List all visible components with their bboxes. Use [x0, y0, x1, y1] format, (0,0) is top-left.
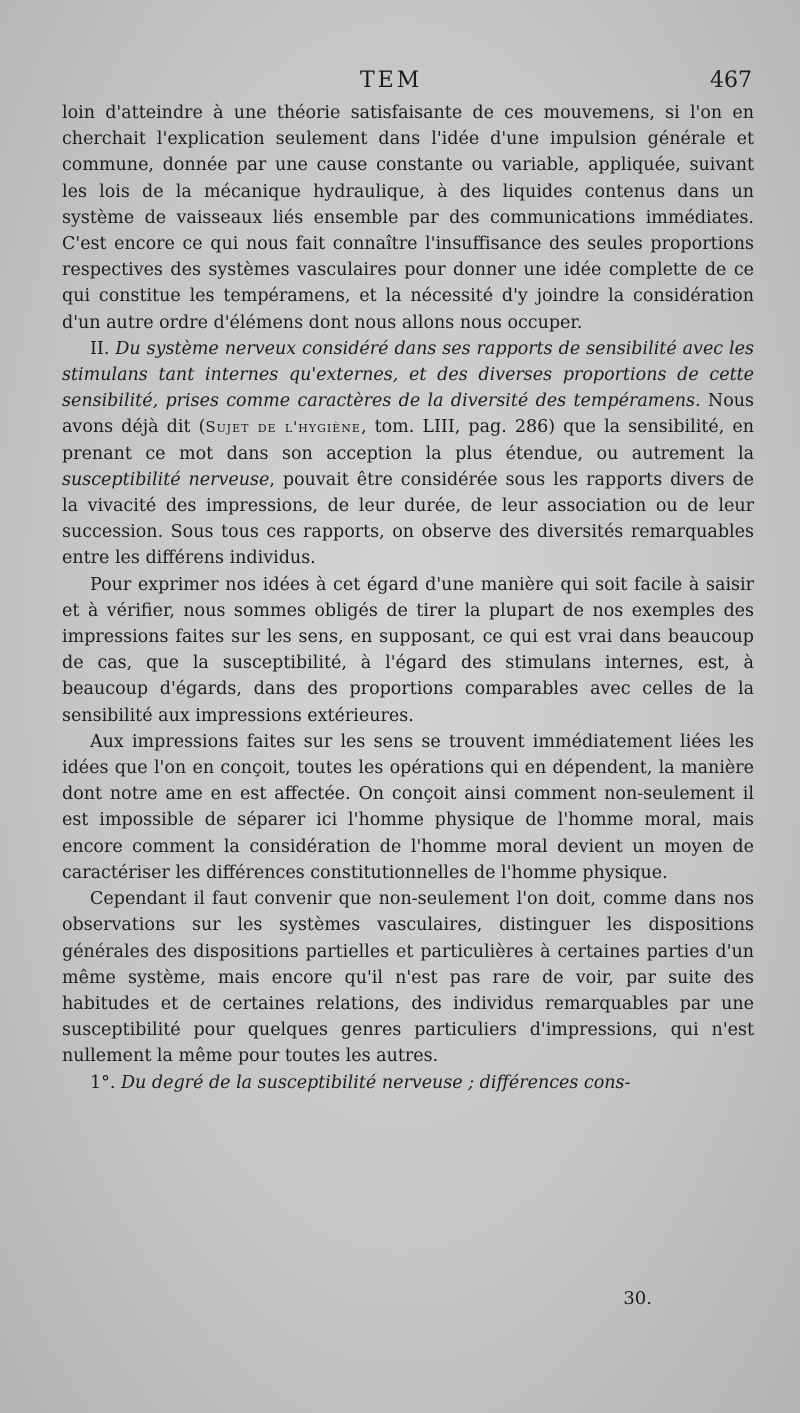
- section-number: II.: [90, 338, 110, 359]
- italic-term: susceptibilité nerveuse: [62, 469, 270, 490]
- cross-reference: Sujet de l'hygiène: [205, 418, 361, 437]
- paragraph-2: [62, 336, 754, 572]
- paragraph-2-text-a: Nous avons déjà dit (: [62, 391, 754, 438]
- paragraph-2-text-c: , pouvait être considérée sous les rapports divers de la vivacité des impressions, de leur durée, de leur association ou de leur succession. Sous tous ces rapports, on observe des diversités remarquables entre les différens individus.: [62, 469, 754, 569]
- body-text: [62, 100, 754, 1096]
- paragraph-4: Aux impressions faites sur les sens se trouvent immédiatement liées les idées que l'on en conçoit, toutes les opérations qui en dépendent, la manière dont notre ame en est affectée. On conçoit ainsi comment non-seulement il est impossible de séparer ici l'homme physique de l'homme moral, mais encore comment la considération de l'homme moral devient un moyen de caractériser les différences constitutionnelles de l'homme physique.: [62, 731, 754, 883]
- paragraph-6: [62, 1070, 754, 1096]
- paragraph-1: loin d'atteindre à une théorie satisfaisante de ces mouvemens, si l'on en cherchait l'explication seulement dans l'idée d'une impulsion générale et commune, donnée par une cause constante ou variable, appliquée, suivant les lois de la mécanique hydraulique, à des liquides contenus dans un système de vaisseaux liés ensemble par des communications immédiates. C'est encore ce qui nous fait connaître l'insuffisance des seules proportions respectives des systèmes vasculaires pour donner une idée complette de ce qui constitue les tempéramens, et la nécessité d'y joindre la considération d'un autre ordre d'élémens dont nous allons nous occuper.: [62, 103, 754, 333]
- paragraph-5: Cependant il faut convenir que non-seulement l'on doit, comme dans nos observations sur les systèmes vasculaires, distinguer les dispositions générales des dispositions partielles et particulières à certaines parties d'un même système, mais encore qu'il n'est pas rare de voir, par suite des habitudes et de certaines relations, des individus remarquables par une susceptibilité pour quelques genres particuliers d'impressions, qui n'est nullement la même pour toutes les autres.: [62, 889, 754, 1067]
- signature-mark: 30.: [623, 1288, 652, 1309]
- paragraph-3: Pour exprimer nos idées à cet égard d'une manière qui soit facile à saisir et à vérifier, nous sommes obligés de tirer la plupart de nos exemples des impressions faites sur les sens, en supposant, ce qui est vrai dans beaucoup de cas, que la susceptibilité, à l'égard des stimulans internes, est, à beaucoup d'égards, dans des proportions comparables avec celles de la sensibilité aux impressions extérieures.: [62, 574, 754, 726]
- subsection-heading: Du degré de la susceptibilité nerveuse ; différences cons-: [121, 1072, 631, 1093]
- paragraph-2-text-b: , tom. LIII, pag. 286) que la sensibilité, en prenant ce mot dans son acception la plus étendue, ou autrement la: [62, 417, 754, 464]
- page-header: [60, 68, 760, 104]
- page-number: 467: [710, 68, 752, 93]
- section-heading: Du système nerveux considéré dans ses rapports de sensibilité avec les stimulans tant internes qu'externes, et des diverses proportions de cette sensibilité, prises comme caractères de la diversité des tempéramens.: [62, 338, 754, 412]
- subsection-number: 1°.: [90, 1072, 116, 1093]
- running-head: TEM: [360, 68, 423, 93]
